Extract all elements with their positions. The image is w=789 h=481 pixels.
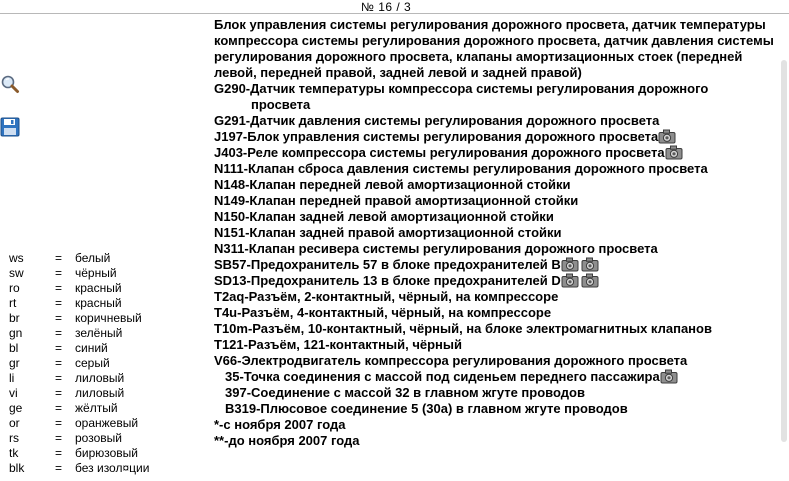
legend-equals: = [55, 311, 63, 325]
legend-row [9, 356, 149, 371]
legend-equals: = [55, 371, 63, 385]
camera-icon[interactable] [561, 273, 579, 288]
item-text: T121-Разъём, 121-контактный, чёрный [214, 337, 462, 352]
list-item [214, 273, 786, 289]
camera-icon[interactable] [581, 273, 599, 288]
list-item [214, 129, 786, 145]
list-item [214, 321, 786, 337]
legend-color-name: жёлтый [75, 401, 118, 415]
list-item [214, 193, 786, 209]
legend-row [9, 401, 149, 416]
item-text: N311-Клапан ресивера системы регулирования дорожного просвета [214, 241, 658, 256]
note: **-до ноября 2007 года [214, 433, 360, 448]
legend-color-name: чёрный [75, 266, 117, 280]
legend-row [9, 296, 149, 311]
legend-row [9, 341, 149, 356]
list-item [214, 241, 786, 257]
legend-color-name: коричневый [75, 311, 142, 325]
legend-code: blk [9, 461, 25, 475]
list-item [214, 161, 786, 177]
legend-equals: = [55, 296, 63, 310]
legend-color-name: белый [75, 251, 111, 265]
legend-row [9, 386, 149, 401]
item-text: N111-Клапан сброса давления системы регулирования дорожного просвета [214, 161, 708, 176]
legend-equals: = [55, 341, 63, 355]
list-item [214, 289, 786, 305]
legend-color-name: синий [75, 341, 108, 355]
list-item [214, 257, 786, 273]
legend-row [9, 326, 149, 341]
legend-equals: = [55, 446, 63, 460]
legend-color-name: серый [75, 356, 110, 370]
legend-code: gn [9, 326, 23, 340]
list-item [214, 337, 786, 353]
legend-equals: = [55, 356, 63, 370]
list-item [214, 353, 786, 369]
list-item [214, 113, 786, 129]
legend-code: gr [9, 356, 20, 370]
legend-equals: = [55, 326, 63, 340]
camera-icon[interactable] [581, 257, 599, 272]
legend-row [9, 416, 149, 431]
legend-row [9, 281, 149, 296]
item-text: J403-Реле компрессора системы регулирования дорожного просвета [214, 145, 665, 160]
diagram-title: Блок управления системы регулирования дорожного просвета, датчик температуры компрессора системы регулирования дорожного просвета, датчик давления системы регулирования дорожного просвета, клапаны амортизационных стоек (передней левой, передней правой, задней левой и задней правой) [214, 17, 774, 80]
legend-row [9, 371, 149, 386]
item-text: N150-Клапан задней левой амортизационной стойки [214, 209, 554, 224]
item-text: 35-Точка соединения с массой под сиденьем переднего пассажира [225, 369, 660, 384]
legend-equals: = [55, 416, 63, 430]
item-text: N148-Клапан передней левой амортизационной стойки [214, 177, 571, 192]
list-item [214, 385, 786, 401]
legend-color-name: лиловый [75, 371, 125, 385]
legend-code: bl [9, 341, 19, 355]
note: *-с ноября 2007 года [214, 417, 346, 432]
legend-code: ge [9, 401, 23, 415]
item-text: N149-Клапан передней правой амортизационной стойки [214, 193, 579, 208]
legend-equals: = [55, 281, 63, 295]
item-text: B319-Плюсовое соединение 5 (30a) в главном жгуте проводов [225, 401, 628, 416]
list-item [214, 145, 786, 161]
legend-code: rt [9, 296, 17, 310]
legend-color-name: лиловый [75, 386, 125, 400]
legend-equals: = [55, 401, 63, 415]
legend-row [9, 266, 149, 281]
legend-equals: = [55, 431, 63, 445]
item-text: T10m-Разъём, 10-контактный, чёрный, на блоке электромагнитных клапанов [214, 321, 712, 336]
item-text: 397-Соединение с массой 32 в главном жгуте проводов [225, 385, 585, 400]
list-item [214, 401, 786, 417]
list-item [214, 369, 786, 385]
legend-code: or [9, 416, 20, 430]
camera-icon[interactable] [561, 257, 579, 272]
legend-code: sw [9, 266, 24, 280]
legend-row [9, 311, 149, 326]
legend-color-name: без изол¤ции [75, 461, 150, 475]
list-item [214, 177, 786, 193]
ground-point-list [214, 369, 786, 417]
legend-color-name: красный [75, 281, 122, 295]
item-text-continuation: просвета [251, 97, 311, 112]
list-item [214, 225, 786, 241]
magnifier-icon[interactable] [0, 74, 20, 94]
legend-code: ws [9, 251, 24, 265]
floppy-icon[interactable] [0, 117, 20, 137]
item-text: T2aq-Разъём, 2-контактный, чёрный, на компрессоре [214, 289, 559, 304]
legend-code: ro [9, 281, 20, 295]
legend-equals: = [55, 251, 63, 265]
list-item [214, 209, 786, 225]
item-text: G291-Датчик давления системы регулирования дорожного просвета [214, 113, 660, 128]
list-item [214, 81, 786, 97]
camera-icon[interactable] [665, 145, 683, 160]
page-number: № 16 / 3 [361, 0, 412, 14]
item-text: G290-Датчик температуры компрессора системы регулирования дорожного [214, 81, 709, 96]
legend-color-name: бирюзовый [75, 446, 138, 460]
item-text: N151-Клапан задней правой амортизационной стойки [214, 225, 562, 240]
legend-equals: = [55, 461, 63, 475]
legend-color-name: зелёный [75, 326, 123, 340]
legend-equals: = [55, 266, 63, 280]
legend-row [9, 431, 149, 446]
legend-row [9, 446, 149, 461]
item-text: T4u-Разъём, 4-контактный, чёрный, на компрессоре [214, 305, 552, 320]
component-list [214, 81, 786, 369]
legend-code: vi [9, 386, 18, 400]
legend-code: li [9, 371, 15, 385]
camera-icon[interactable] [660, 369, 678, 384]
legend-code: br [9, 311, 20, 325]
legend-code: tk [9, 446, 19, 460]
item-text: V66-Электродвигатель компрессора регулирования дорожного просвета [214, 353, 688, 368]
item-text: J197-Блок управления системы регулирования дорожного просвета [214, 129, 659, 144]
camera-icon[interactable] [658, 129, 676, 144]
wire-color-legend [9, 251, 149, 476]
legend-row [9, 251, 149, 266]
legend-color-name: красный [75, 296, 122, 310]
legend-color-name: розовый [75, 431, 122, 445]
item-text: SD13-Предохранитель 13 в блоке предохранителей D [214, 273, 561, 288]
list-item [214, 305, 786, 321]
diagram-description [214, 17, 786, 449]
legend-equals: = [55, 386, 63, 400]
legend-code: rs [9, 431, 19, 445]
item-text: SB57-Предохранитель 57 в блоке предохранителей В [214, 257, 561, 272]
legend-row [9, 461, 149, 476]
notes [214, 417, 786, 449]
legend-color-name: оранжевый [75, 416, 139, 430]
